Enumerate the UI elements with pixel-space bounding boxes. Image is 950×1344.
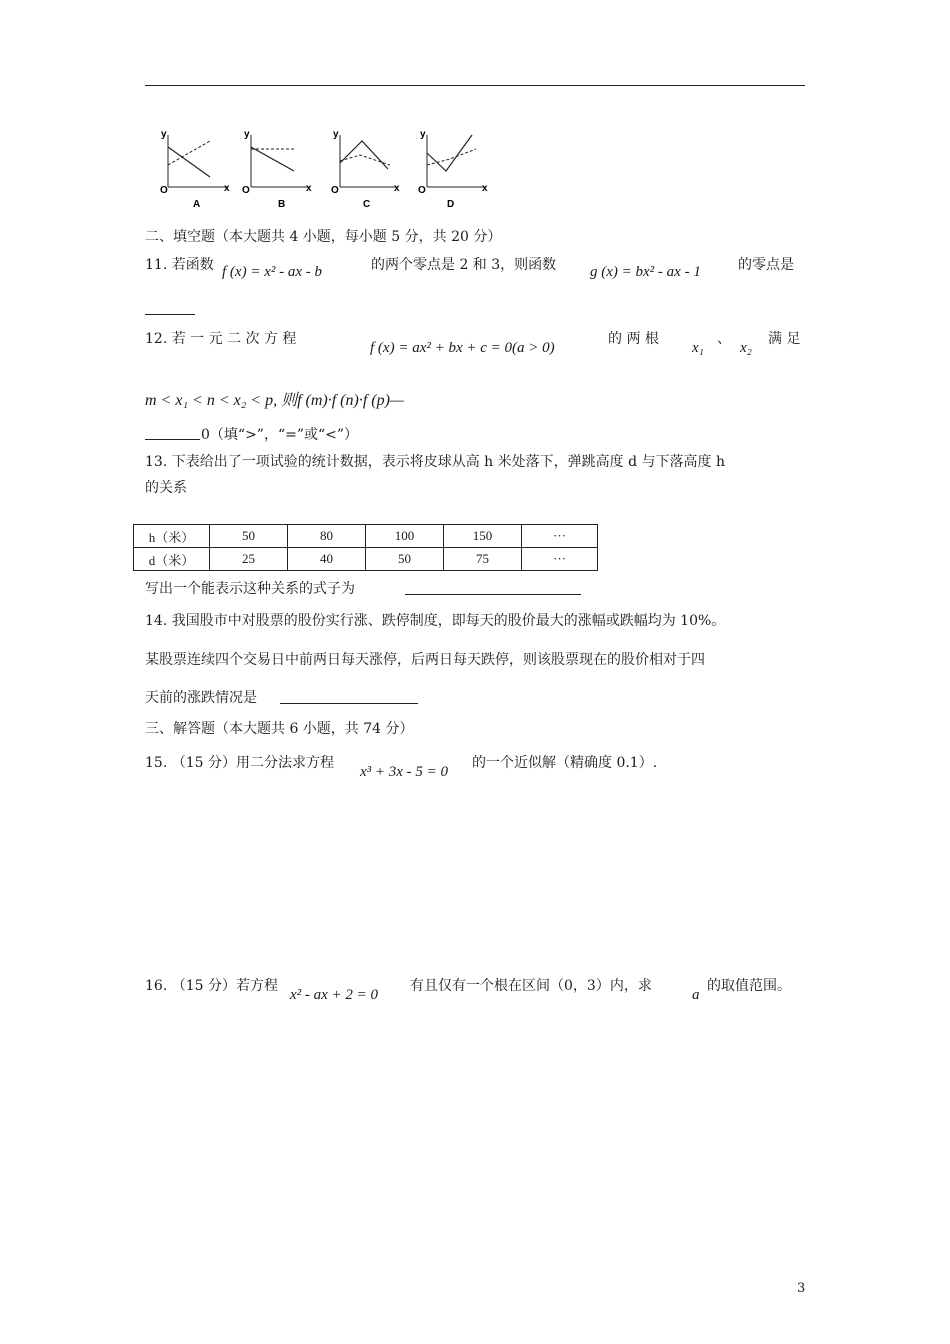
q15-prefix: 15. （15 分）用二分法求方程 — [145, 755, 334, 771]
q15-suffix: 的一个近似解（精确度 0.1）. — [472, 755, 658, 771]
section2-heading: 二、填空题（本大题共 4 小题，每小题 5 分，共 20 分） — [145, 229, 502, 245]
q16-prefix: 16. （15 分）若方程 — [145, 978, 278, 994]
q13-line2: 的关系 — [145, 480, 187, 496]
q16-expr: x² - ax + 2 = 0 — [290, 987, 379, 1003]
table-row — [134, 548, 598, 571]
q11-mid: 的两个零点是 2 和 3，则函数 — [371, 257, 557, 273]
section3-heading: 三、解答题（本大题共 6 小题，共 74 分） — [145, 721, 414, 737]
q14-line2: 某股票连续四个交易日中前两日每天涨停，后两日每天跌停，则该股票现在的股价相对于四 — [145, 652, 705, 668]
q12-x2: x₂ — [740, 340, 752, 356]
table-row — [134, 525, 598, 548]
q12-tail: 0（填“>”，“=”或“<”） — [201, 427, 359, 443]
q13-after: 写出一个能表示这种关系的式子为 — [145, 581, 355, 597]
graph-b-x-label: x — [306, 183, 312, 194]
graph-b-origin: O — [242, 185, 250, 196]
graph-a — [160, 129, 230, 210]
q11-g-expr: g (x) = bx² - ax - 1 — [590, 264, 701, 280]
graph-a-x-label: x — [224, 183, 230, 194]
table-cell: 80 — [288, 525, 366, 548]
q12-condition: m < x₁ < n < x₂ < p, 则f (m)·f (n)·f (p)— — [145, 392, 405, 409]
q14-line1: 14. 我国股市中对股票的股份实行涨、跌停制度，即每天的股价最大的涨幅或跌幅均为 10%。 — [145, 613, 726, 629]
q11-f-expr: f (x) = x² - ax - b — [222, 264, 322, 280]
graph-d — [418, 129, 488, 210]
graph-options — [150, 125, 500, 215]
table-cell: 100 — [366, 525, 444, 548]
graph-a-origin: O — [160, 185, 168, 196]
graph-a-label: A — [193, 199, 201, 210]
table-cell: ··· — [522, 548, 598, 571]
q16-var: a — [692, 987, 700, 1003]
graph-c-label: C — [363, 199, 371, 210]
graph-d-y-label: y — [420, 129, 426, 140]
graph-c-origin: O — [331, 185, 339, 196]
q14-line3: 天前的涨跌情况是 — [145, 690, 257, 706]
graph-d-x-label: x — [482, 183, 488, 194]
q12-answer-blank — [145, 425, 200, 440]
page-number: 3 — [797, 1281, 806, 1296]
graph-b-y-label: y — [244, 129, 250, 140]
table-cell: 50 — [366, 548, 444, 571]
q13-data-table — [133, 524, 598, 571]
table-cell: 150 — [444, 525, 522, 548]
q12-suffix: 满 足 — [768, 331, 801, 347]
table-cell: ··· — [522, 525, 598, 548]
graph-c — [331, 129, 400, 210]
q12-x1: x₁ — [692, 340, 704, 356]
q16-mid: 有且仅有一个根在区间（0，3）内，求 — [410, 978, 652, 994]
graph-c-y-label: y — [333, 129, 339, 140]
graph-b — [242, 129, 312, 210]
q13-answer-blank — [405, 580, 581, 595]
graph-d-origin: O — [418, 185, 426, 196]
header-rule — [145, 85, 805, 86]
table-cell: 75 — [444, 548, 522, 571]
q13-line1: 13. 下表给出了一项试验的统计数据，表示将皮球从高 h 米处落下，弹跳高度 d 与下落高度 h — [145, 454, 725, 470]
graph-a-y-label: y — [161, 129, 167, 140]
graph-c-x-label: x — [394, 183, 400, 194]
table-cell: 50 — [210, 525, 288, 548]
q12-mid: 的 两 根 — [608, 331, 659, 347]
q11-prefix: 11. 若函数 — [145, 257, 214, 273]
q15-expr: x³ + 3x - 5 = 0 — [360, 764, 449, 780]
q12-sep: 、 — [717, 331, 731, 347]
graph-b-label: B — [278, 199, 286, 210]
q11-suffix: 的零点是 — [738, 257, 794, 273]
graph-d-label: D — [447, 199, 455, 210]
q12-prefix: 12. 若 一 元 二 次 方 程 — [145, 331, 297, 347]
table-cell: 25 — [210, 548, 288, 571]
table-cell: h（米） — [134, 525, 210, 548]
q14-answer-blank — [280, 689, 418, 704]
table-cell: d（米） — [134, 548, 210, 571]
q16-suffix: 的取值范围。 — [707, 978, 791, 994]
q12-expr: f (x) = ax² + bx + c = 0(a > 0) — [370, 340, 555, 356]
q11-answer-blank — [145, 300, 195, 315]
table-cell: 40 — [288, 548, 366, 571]
